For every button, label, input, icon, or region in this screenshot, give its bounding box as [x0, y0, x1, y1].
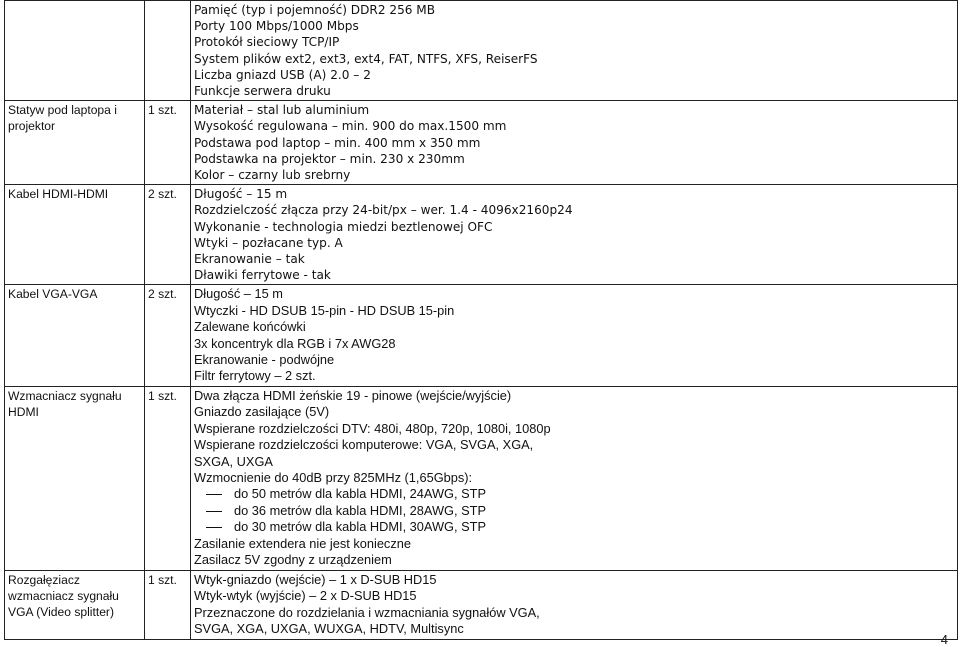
dash-bullet-icon	[206, 511, 222, 512]
spec-line: Wtyczki - HD DSUB 15-pin - HD DSUB 15-pin	[194, 302, 455, 318]
bullet-item	[194, 519, 954, 535]
specification-table	[4, 0, 958, 640]
spec-line: Wzmocnienie do 40dB przy 825MHz (1,65Gbps):	[194, 469, 473, 485]
item-name-cell: Kabel VGA-VGA	[5, 285, 145, 386]
table-row	[5, 1, 958, 101]
page-number: 4	[940, 632, 948, 647]
spec-line: Zasilanie extendera nie jest konieczne	[194, 535, 411, 551]
spec-line: Wtyk-gniazdo (wejście) – 1 x D-SUB HD15	[194, 571, 437, 587]
item-name-cell: Wzmacniacz sygnału HDMI	[5, 386, 145, 570]
spec-line: Długość – 15 m	[194, 286, 283, 302]
bullet-text: do 50 metrów dla kabla HDMI, 24AWG, STP	[234, 486, 487, 502]
item-name-cell: Rozgałęziacz wzmacniacz sygnału VGA (Video splitter)	[5, 570, 145, 639]
spec-line: Protokół sieciowy TCP/IP	[194, 35, 340, 50]
spec-line: Dławiki ferrytowe - tak	[194, 268, 331, 283]
spec-line: Wspierane rozdzielczości DTV: 480i, 480p, 720p, 1080i, 1080p	[194, 420, 551, 436]
specification-cell	[191, 570, 958, 639]
quantity-cell	[145, 1, 191, 101]
specification-cell	[191, 185, 958, 285]
quantity-cell: 2 szt.	[145, 285, 191, 386]
table-row	[5, 386, 958, 570]
spec-line: Pamięć (typ i pojemność) DDR2 256 MB	[194, 3, 436, 17]
table-row	[5, 285, 958, 386]
spec-line: Długość – 15 m	[194, 187, 288, 202]
item-name-cell	[5, 1, 145, 101]
spec-line: 3x koncentryk dla RGB i 7x AWG28	[194, 335, 396, 351]
spec-line: Wtyk-wtyk (wyjście) – 2 x D-SUB HD15	[194, 588, 417, 604]
spec-line: Ekranowanie – tak	[194, 252, 305, 267]
spec-line: Liczba gniazd USB (A) 2.0 – 2	[194, 67, 371, 82]
spec-line: Wykonanie - technologia miedzi beztlenowej OFC	[194, 219, 493, 234]
spec-line: Przeznaczone do rozdzielania i wzmacniania sygnałów VGA, SVGA, XGA, UXGA, WUXGA, HDTV, Multisync	[194, 604, 540, 637]
spec-line: Materiał – stal lub aluminium	[194, 103, 370, 118]
table-row	[5, 101, 958, 185]
spec-line: Wtyki – pozłacane typ. A	[194, 235, 343, 250]
spec-line: Filtr ferrytowy – 2 szt.	[194, 368, 316, 384]
bullet-text: do 36 metrów dla kabla HDMI, 28AWG, STP	[234, 502, 487, 518]
spec-line: Zalewane końcówki	[194, 319, 306, 335]
spec-line: Gniazdo zasilające (5V)	[194, 404, 330, 420]
dash-bullet-icon	[206, 494, 222, 495]
spec-line: Porty 100 Mbps/1000 Mbps	[194, 19, 359, 34]
item-name-cell: Statyw pod laptopa i projektor	[5, 101, 145, 185]
specification-cell	[191, 386, 958, 570]
quantity-cell: 1 szt.	[145, 570, 191, 639]
bullet-item	[194, 503, 954, 519]
spec-line: Ekranowanie - podwójne	[194, 352, 335, 368]
spec-line: Podstawa pod laptop – min. 400 mm x 350 mm	[194, 135, 481, 150]
dash-bullet-icon	[206, 527, 222, 528]
spec-line: System plików ext2, ext3, ext4, FAT, NTFS, XFS, ReiserFS	[194, 51, 538, 66]
quantity-cell: 2 szt.	[145, 185, 191, 285]
spec-line: Zasilacz 5V zgodny z urządzeniem	[194, 551, 392, 567]
table-row	[5, 570, 958, 639]
spec-line: Rozdzielczość złącza przy 24-bit/px – wer. 1.4 - 4096x2160p24	[194, 203, 573, 218]
spec-line: Podstawka na projektor – min. 230 x 230mm	[194, 151, 465, 166]
specification-cell	[191, 101, 958, 185]
quantity-cell: 1 szt.	[145, 101, 191, 185]
quantity-cell: 1 szt.	[145, 386, 191, 570]
spec-line: Wspierane rozdzielczości komputerowe: VGA, SVGA, XGA, SXGA, UXGA	[194, 437, 534, 469]
spec-line: Dwa złącza HDMI żeńskie 19 - pinowe (wejście/wyjście)	[194, 387, 512, 403]
bullet-text: do 30 metrów dla kabla HDMI, 30AWG, STP	[234, 519, 487, 535]
spec-line: Funkcje serwera druku	[194, 84, 331, 99]
specification-cell	[191, 285, 958, 386]
item-name-cell: Kabel HDMI-HDMI	[5, 185, 145, 285]
table-row	[5, 185, 958, 285]
spec-line: Kolor – czarny lub srebrny	[194, 168, 351, 183]
spec-line: Wysokość regulowana – min. 900 do max.1500 mm	[194, 119, 507, 134]
bullet-item	[194, 486, 954, 502]
specification-cell	[191, 1, 958, 101]
